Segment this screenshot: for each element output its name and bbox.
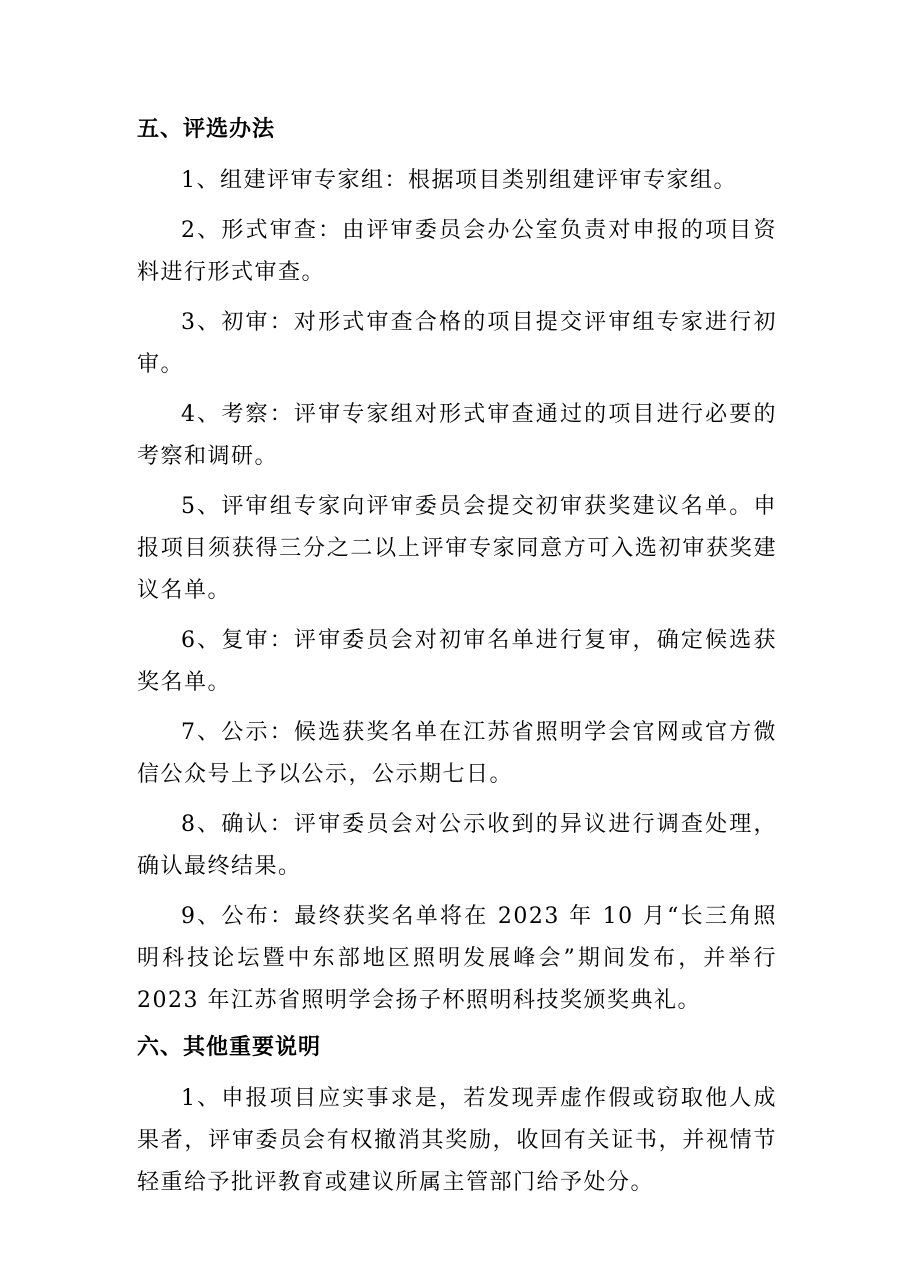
paragraph-item-2: 2、形式审查：由评审委员会办公室负责对申报的项目资料进行形式审查。 [137,218,777,285]
section-heading: 五、评选办法 [137,117,276,142]
paragraph-item-4: 4、考察：评审专家组对形式审查通过的项目进行必要的考察和调研。 [137,402,777,469]
paragraph-item-5: 5、评审组专家向评审委员会提交初审获奖建议名单。申报项目须获得三分之二以上评审专家同意方可入选初审获奖建议名单。 [137,494,777,603]
paragraph-item-7: 7、公示：候选获奖名单在江苏省照明学会官网或官方微信公众号上予以公示，公示期七日。 [137,720,777,787]
paragraph-item-8: 8、确认：评审委员会对公示收到的异议进行调查处理，确认最终结果。 [137,812,777,879]
section-heading: 六、其他重要说明 [137,1035,322,1060]
paragraph-item-1: 1、组建评审专家组：根据项目类别组建评审专家组。 [181,168,737,193]
paragraph-item-3: 3、初审：对形式审查合格的项目提交评审组专家进行初审。 [137,310,777,377]
paragraph-item-1: 1、申报项目应实事求是，若发现弄虚作假或窃取他人成果者，评审委员会有权撤消其奖励，收回有关证书，并视情节轻重给予批评教育或建议所属主管部门给予处分。 [137,1086,777,1195]
paragraph-item-9: 9、公布：最终获奖名单将在 2023 年 10 月“长三角照明科技论坛暨中东部地区照明发展峰会”期间发布，并举行 2023 年江苏省照明学会扬子杯照明科技奖颁奖典礼。 [137,904,777,1013]
section-other-notes [137,1030,777,1204]
document-body [137,112,777,1212]
paragraph-item-6: 6、复审：评审委员会对初审名单进行复审，确定候选获奖名单。 [137,628,777,695]
section-evaluation-method [137,112,777,1022]
